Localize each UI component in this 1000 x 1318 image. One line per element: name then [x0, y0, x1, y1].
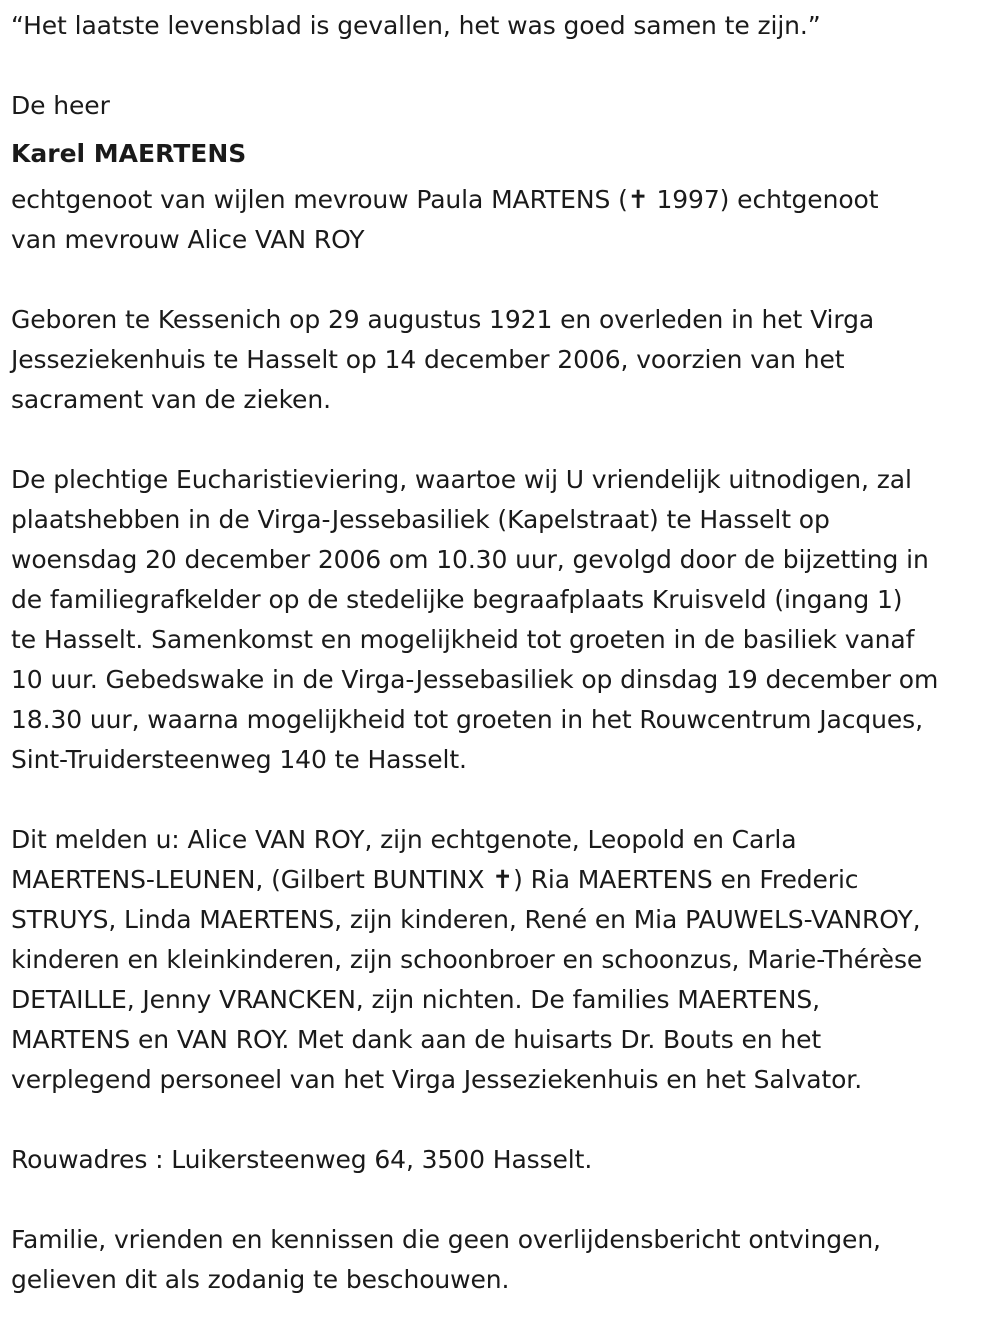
paragraph-line: verplegend personeel van het Virga Jesseziekenhuis en het Salvator.: [11, 1065, 863, 1094]
paragraph-line: plaatshebben in de Virga-Jessebasiliek (Kapelstraat) te Hasselt op: [11, 505, 830, 534]
ceremony-paragraph: [11, 460, 996, 780]
paragraph-line: 10 uur. Gebedswake in de Virga-Jessebasiliek op dinsdag 19 december om: [11, 665, 939, 694]
spacer: [11, 1180, 996, 1220]
paragraph-line: echtgenoot van wijlen mevrouw Paula MARTENS (✝ 1997) echtgenoot: [11, 185, 879, 214]
deceased-name: Karel MAERTENS: [11, 139, 247, 168]
spacer: [11, 260, 996, 300]
paragraph-line: de familiegrafkelder op de stedelijke begraafplaats Kruisveld (ingang 1): [11, 585, 903, 614]
paragraph-line: Sint-Truidersteenweg 140 te Hasselt.: [11, 745, 467, 774]
spacer: [11, 420, 996, 460]
closing-paragraph: [11, 1220, 996, 1300]
salutation: De heer: [11, 91, 110, 120]
paragraph-line: kinderen en kleinkinderen, zijn schoonbroer en schoonzus, Marie-Thérèse: [11, 945, 923, 974]
paragraph-line: MAERTENS-LEUNEN, (Gilbert BUNTINX ✝) Ria MAERTENS en Frederic: [11, 865, 859, 894]
paragraph-line: Geboren te Kessenich op 29 augustus 1921 en overleden in het Virga: [11, 305, 875, 334]
mourning-address: Rouwadres : Luikersteenweg 64, 3500 Hasselt.: [11, 1145, 593, 1174]
death-notice: [11, 0, 996, 1300]
spacer: [11, 1100, 996, 1140]
spacer: [11, 780, 996, 820]
paragraph-line: woensdag 20 december 2006 om 10.30 uur, gevolgd door de bijzetting in: [11, 545, 929, 574]
paragraph-line: van mevrouw Alice VAN ROY: [11, 225, 365, 254]
paragraph-line: sacrament van de zieken.: [11, 385, 331, 414]
spacer: [11, 46, 996, 86]
paragraph-line: De plechtige Eucharistieviering, waartoe wij U vriendelijk uitnodigen, zal: [11, 465, 912, 494]
paragraph-line: Jesseziekenhuis te Hasselt op 14 december 2006, voorzien van het: [11, 345, 845, 374]
announcers-paragraph: [11, 820, 996, 1100]
birth-death-paragraph: [11, 300, 996, 420]
paragraph-line: STRUYS, Linda MAERTENS, zijn kinderen, René en Mia PAUWELS-VANROY,: [11, 905, 921, 934]
paragraph-line: gelieven dit als zodanig te beschouwen.: [11, 1265, 510, 1294]
paragraph-line: te Hasselt. Samenkomst en mogelijkheid tot groeten in de basiliek vanaf: [11, 625, 915, 654]
paragraph-line: Familie, vrienden en kennissen die geen overlijdensbericht ontvingen,: [11, 1225, 881, 1254]
memorial-quote: “Het laatste levensblad is gevallen, het was goed samen te zijn.”: [11, 11, 821, 40]
paragraph-line: Dit melden u: Alice VAN ROY, zijn echtgenote, Leopold en Carla: [11, 825, 797, 854]
paragraph-line: 18.30 uur, waarna mogelijkheid tot groeten in het Rouwcentrum Jacques,: [11, 705, 923, 734]
paragraph-line: MARTENS en VAN ROY. Met dank aan de huisarts Dr. Bouts en het: [11, 1025, 822, 1054]
paragraph-line: DETAILLE, Jenny VRANCKEN, zijn nichten. De families MAERTENS,: [11, 985, 820, 1014]
spouse-paragraph: [11, 180, 996, 260]
